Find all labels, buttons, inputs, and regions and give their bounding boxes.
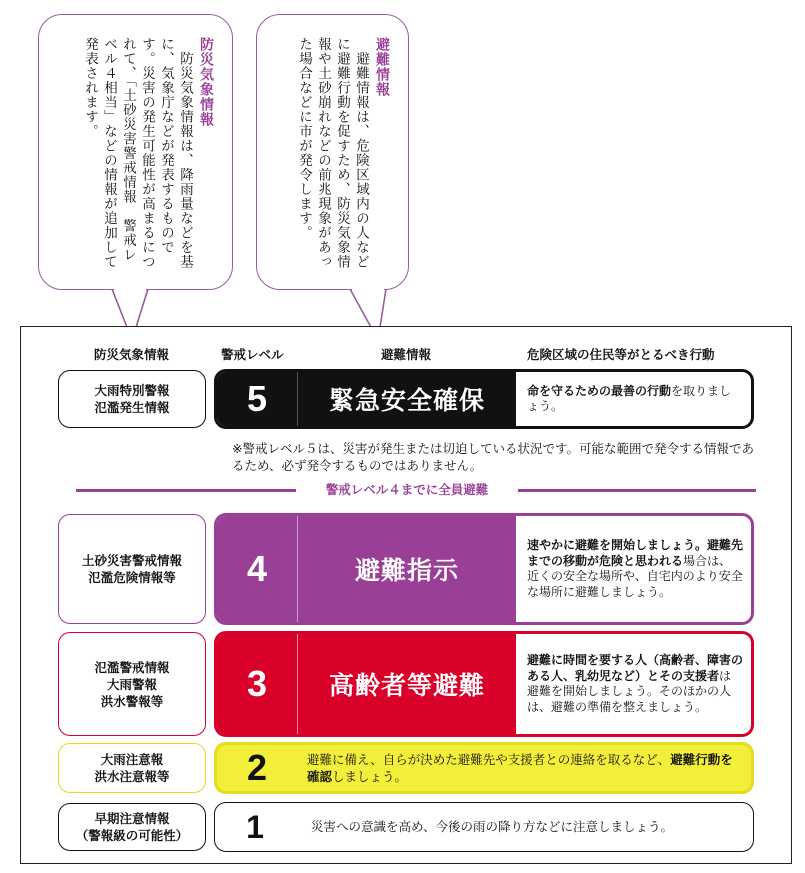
level3-desc-rest: は避難を開始しましょう。そのほかの人は、避難の準備を整えましょう。 xyxy=(527,668,732,714)
level4-name: 避難指示 xyxy=(297,516,516,622)
level3-number: 3 xyxy=(217,634,297,734)
weather-info-bubble-title: 防災気象情報 xyxy=(198,37,214,127)
level4-row xyxy=(214,513,754,625)
level4-weather-line1: 土砂災害警戒情報 xyxy=(81,553,182,568)
level3-weather-line1: 氾濫警戒情報 xyxy=(94,659,170,675)
evacuation-info-bubble-title: 避難情報 xyxy=(374,37,390,97)
level2-number: 2 xyxy=(246,747,268,788)
evacuation-info-bubble-body: 避難情報は、危険区域内の人などに避難行動を促すため、防災気象情報や土砂崩れなどの前兆現象があった場合などに市が発令します。 xyxy=(296,37,369,269)
level5-note: ※警戒レベル５は、災害が発生または切迫している状況です。可能な範囲で発令する情報であるため、必ず発令するものではありません。 xyxy=(232,441,754,473)
level2-weather-line1: 大雨注意報 xyxy=(100,752,164,767)
level2-description xyxy=(307,745,743,791)
weather-info-bubble-body: 防災気象情報は、降雨量などを基に、気象庁などが発表するものです。災害の発生可能性が高まるにつれて、「土砂災害警戒情報 警戒レベル４相当」などの情報が追加して発表されます。 xyxy=(82,37,193,269)
column-header-alert-level: 警戒レベル xyxy=(221,347,284,362)
level4-desc-rest: 場合は、近くの安全な場所や、自宅内のより安全な場所に避難しましょう。 xyxy=(527,553,743,599)
column-header-actions: 危険区域の住民等がとるべき行動 xyxy=(527,347,715,362)
level4-weather-info xyxy=(58,514,206,624)
level4-description xyxy=(527,516,743,622)
level5-name: 緊急安全確保 xyxy=(297,372,516,426)
level3-weather-line2: 大雨警報 xyxy=(106,676,157,692)
level1-weather-line1: 早期注意情報 xyxy=(94,811,170,826)
level2-weather-info xyxy=(58,743,206,793)
level2-weather-line2: 洪水注意報等 xyxy=(94,769,170,784)
level2-desc-b: しましょう。 xyxy=(332,769,408,784)
level2-desc-bold: 避難行動を確認 xyxy=(307,752,733,784)
divider-label: 警戒レベル４までに全員避難 xyxy=(325,482,489,497)
level4-desc-bold: 速やかに避難を開始しましょう。避難先までの移動が危険と思われる xyxy=(527,538,744,568)
level4-weather-line2: 氾濫危険情報等 xyxy=(88,570,176,585)
level4-number: 4 xyxy=(217,516,297,622)
level5-weather-line1: 大雨特別警報 xyxy=(94,383,170,398)
level1-description: 災害への意識を高め、今後の雨の降り方などに注意しましょう。 xyxy=(311,819,674,835)
level3-row xyxy=(214,631,754,737)
level5-number: 5 xyxy=(217,372,297,426)
level5-weather-line2: 氾濫発生情報 xyxy=(94,400,170,415)
level2-desc-a: 避難に備え、自らが決めた避難先や支援者との連絡を取るなど、 xyxy=(307,752,671,767)
column-header-weather-info: 防災気象情報 xyxy=(94,347,170,362)
level3-desc-bold: 避難に時間を要する人（高齢者、障害のある人、乳幼児など）とその支援者 xyxy=(527,653,744,683)
column-header-evacuation-info: 避難情報 xyxy=(381,347,432,362)
level1-weather-info xyxy=(58,803,206,851)
level1-weather-line2: （警報級の可能性） xyxy=(75,828,189,843)
level3-name: 高齢者等避難 xyxy=(297,634,516,734)
level5-weather-info xyxy=(58,370,206,428)
level1-number: 1 xyxy=(246,808,264,845)
level3-weather-line3: 洪水警報等 xyxy=(100,693,164,709)
level3-description xyxy=(527,634,743,734)
level5-desc-rest: を取りましょう。 xyxy=(527,383,732,413)
level1-row xyxy=(214,802,754,852)
level5-description xyxy=(527,372,743,426)
level5-desc-bold: 命を守るための最善の行動 xyxy=(527,383,672,398)
level5-row xyxy=(214,369,754,429)
divider-line-left xyxy=(76,489,296,492)
divider-line-right xyxy=(518,489,756,492)
level2-row xyxy=(214,742,754,794)
level3-weather-info xyxy=(58,632,206,736)
